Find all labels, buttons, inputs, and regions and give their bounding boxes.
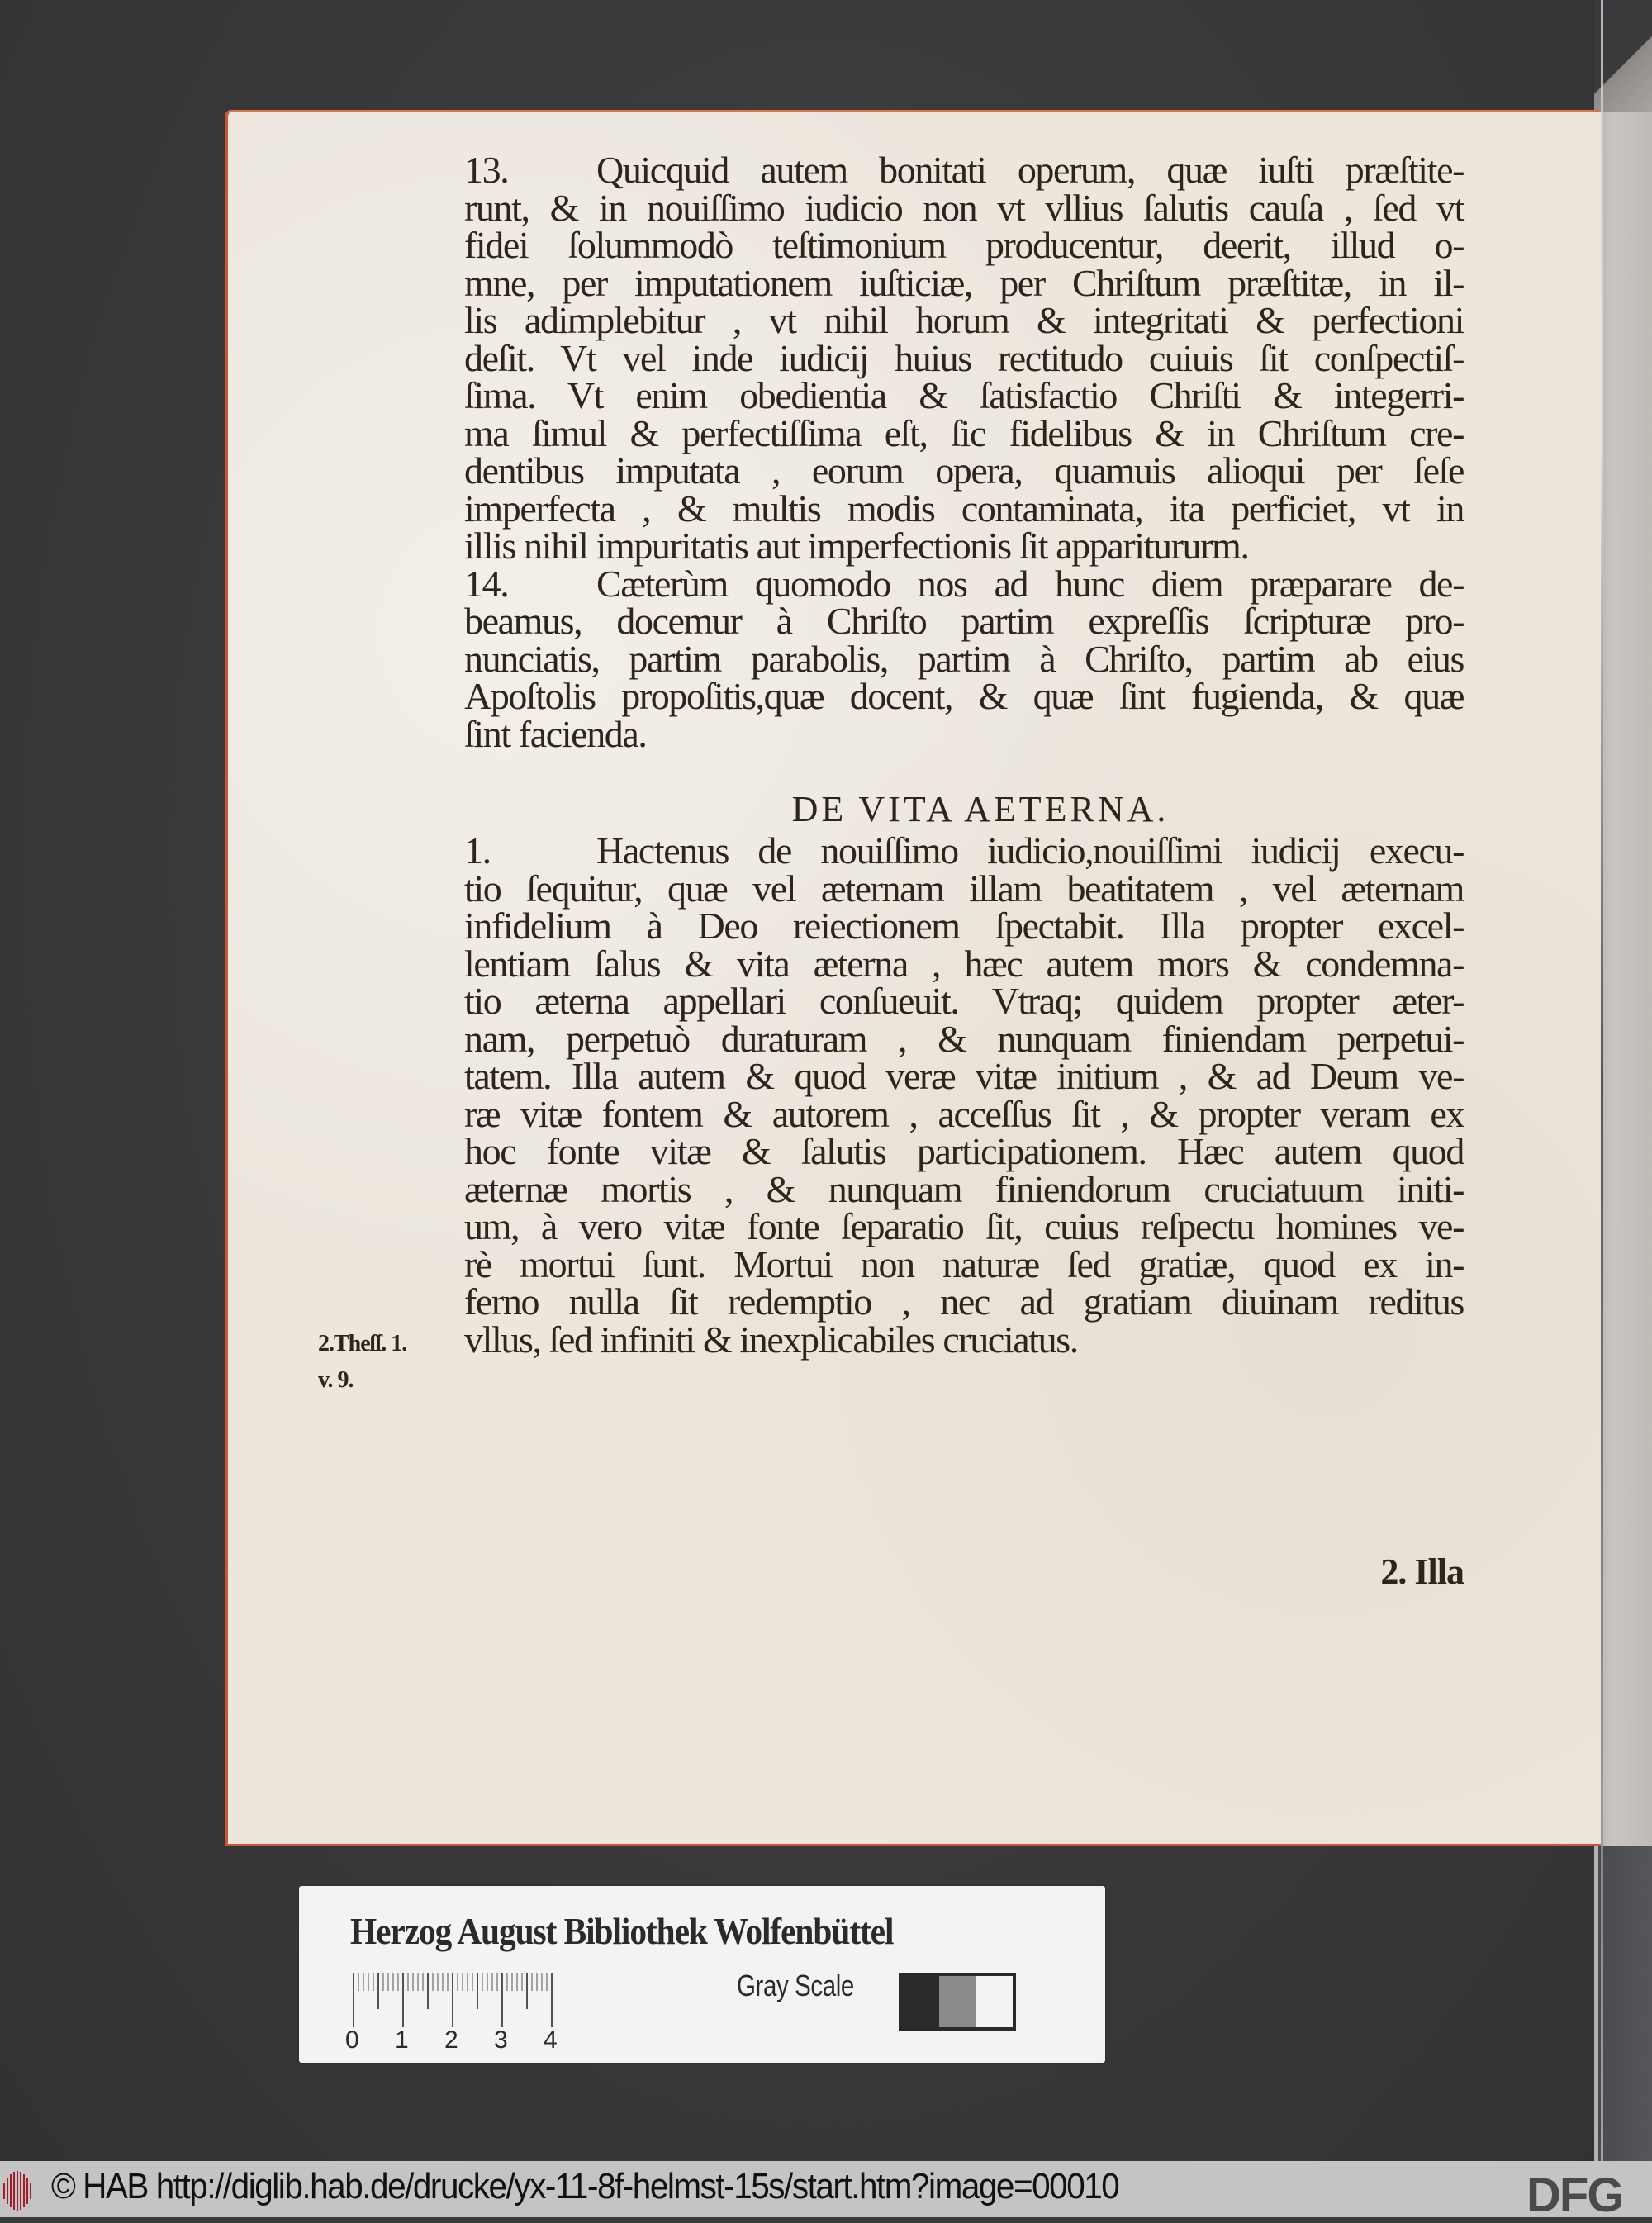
line-text: Cæterùm quomodo nos ad hunc diem præparare de- (596, 562, 1464, 605)
gray-scale-patch (939, 1976, 976, 2027)
line-text: nunciatis, partim parabolis, partim à Chriſto, partim ab eius (464, 637, 1464, 680)
text-line (464, 1057, 1464, 1095)
text-line (464, 637, 1464, 680)
text-line (464, 1167, 1464, 1210)
library-name: Herzog August Bibliothek Wolfenbüttel (350, 1910, 894, 1952)
text-line (464, 527, 1464, 565)
line-text: rè mortui ſunt. Mortui non naturæ ſed gratiæ, quod ex in- (464, 1242, 1464, 1285)
binding-fold-line (1601, 0, 1603, 2161)
line-text: tio æterna appellari conſueuit. Vtraq; quidem propter æter- (464, 980, 1464, 1022)
line-text: hoc fonte vitæ & ſalutis participationem. Hæc autem quod (464, 1130, 1464, 1172)
line-text: runt, & in nouiſſimo iudicio non vt vllius ſalutis cauſa , ſed vt (464, 186, 1464, 229)
gray-scale-swatch (899, 1973, 1016, 2031)
page-text (464, 149, 1464, 1361)
hab-logo-icon (3, 2171, 38, 2211)
dfg-logo: DFG (1526, 2168, 1623, 2222)
library-color-card (299, 1886, 1105, 2063)
line-text: lis adimplebitur , vt nihil horum & integritati & perfectioni (464, 299, 1464, 341)
text-line (464, 1318, 1464, 1361)
line-text: ma ſimul & perfectiſſima eſt, ſic fidelibus & in Chriſtum cre- (464, 411, 1464, 454)
gray-scale-patch (976, 1976, 1013, 2027)
line-text: imperfecta , & multis modis contaminata, ita perficiet, vt in (464, 487, 1464, 530)
ruler-scale-icon (352, 1973, 553, 2027)
text-line (464, 449, 1464, 492)
text-line (464, 1092, 1464, 1135)
line-text: um, à vero vitæ fonte ſeparatio ſit, cuius reſpectu homines ve- (464, 1205, 1464, 1247)
paragraph-number: 14. (464, 562, 509, 605)
ruler-label: 2 (444, 2026, 458, 2054)
line-text: infidelium à Deo reiectionem ſpectabit. Illa propter excel- (464, 905, 1464, 947)
line-text: deſit. Vt vel inde iudicij huius rectitudo cuiuis ſit conſpectiſ- (464, 336, 1464, 379)
text-line (464, 867, 1464, 910)
line-text: tatem. Illa autem & quod veræ vitæ initium , & ad Deum ve- (464, 1055, 1464, 1097)
text-line (464, 151, 1464, 189)
text-line (464, 712, 1464, 755)
section-heading: DE VITA AETERNA. (791, 789, 1170, 829)
line-text: dentibus imputata , eorum opera, quamuis alioqui per ſeſe (464, 449, 1464, 492)
text-line (464, 1280, 1464, 1323)
text-line (464, 942, 1464, 985)
text-line (464, 829, 1464, 872)
text-line (464, 374, 1464, 416)
text-line (464, 411, 1464, 454)
text-line (464, 562, 1464, 605)
text-line (464, 226, 1464, 264)
line-text: ſint facienda. (464, 712, 647, 755)
text-line (464, 1205, 1464, 1247)
line-text: mne, per imputationem iuſticiæ, per Chriſtum præſtitæ, in il- (464, 261, 1464, 304)
ruler-label: 1 (395, 2026, 409, 2054)
line-text: Hactenus de nouiſſimo iudicio,nouiſſimi iudicij execu- (596, 829, 1464, 872)
line-text: ferno nulla ſit redemptio , nec ad gratiam diuinam reditus (464, 1280, 1464, 1323)
line-text: lentiam ſalus & vita æterna , hæc autem mors & condemna- (464, 942, 1464, 985)
text-line (464, 487, 1464, 530)
line-text: fidei ſolummodò teſtimonium producentur, deerit, illud o- (464, 224, 1464, 266)
line-text: illis nihil impuritatis aut imperfectionis ſit apparitururm. (464, 525, 1249, 567)
marginal-note (318, 1326, 406, 1399)
adjacent-page-shadow (1598, 1846, 1652, 2161)
text-line (464, 1017, 1464, 1060)
ruler-label: 3 (494, 2026, 508, 2054)
paragraph-number: 1. (464, 829, 491, 872)
ruler-labels (345, 2026, 585, 2059)
gray-scale-patch (902, 1976, 939, 2027)
line-text: beamus, docemur à Chriſto partim expreſſis ſcripturæ pro- (464, 600, 1464, 642)
text-line (464, 186, 1464, 229)
paragraph-number: 13. (464, 149, 509, 191)
line-text: vllus, ſed infiniti & inexplicabiles cruciatus. (464, 1318, 1078, 1361)
source-url-text[interactable]: © HAB http://diglib.hab.de/drucke/yx-11-8f-helmst-15s/start.htm?image=00010 (51, 2166, 1119, 2206)
credit-bar (0, 2161, 1652, 2222)
text-line (464, 982, 1464, 1020)
ruler-label: 4 (544, 2026, 558, 2054)
text-line (464, 1242, 1464, 1285)
text-line (464, 1130, 1464, 1172)
text-line (464, 261, 1464, 304)
line-text: ſima. Vt enim obedientia & ſatisfactio Chriſti & integerri- (464, 374, 1464, 416)
line-text: Apoſtolis propoſitis,quæ docent, & quæ ſint fugienda, & quæ (464, 675, 1464, 717)
text-line (464, 907, 1464, 945)
text-line (464, 602, 1464, 640)
catchword: 2. Illa (1380, 1551, 1464, 1592)
text-line (464, 336, 1464, 379)
gray-scale-label: Gray Scale (737, 1969, 854, 2002)
text-line (464, 299, 1464, 341)
ruler-label: 0 (345, 2026, 359, 2054)
line-text: tio ſequitur, quæ vel æternam illam beatitatem , vel æternam (464, 867, 1464, 910)
line-text: Quicquid autem bonitati operum, quæ iuſti præſtite- (596, 149, 1464, 191)
line-text: æternæ mortis , & nunquam finiendorum cruciatuum initi- (464, 1167, 1464, 1210)
line-text: ræ vitæ fontem & autorem , acceſſus ſit , & propter veram ex (464, 1092, 1464, 1135)
marginal-note-line1: 2.Theſſ. 1. (318, 1331, 407, 1356)
marginal-note-line2: v. 9. (318, 1367, 354, 1393)
line-text: nam, perpetuò duraturam , & nunquam finiendam perpetui- (464, 1017, 1464, 1060)
text-line (464, 677, 1464, 715)
